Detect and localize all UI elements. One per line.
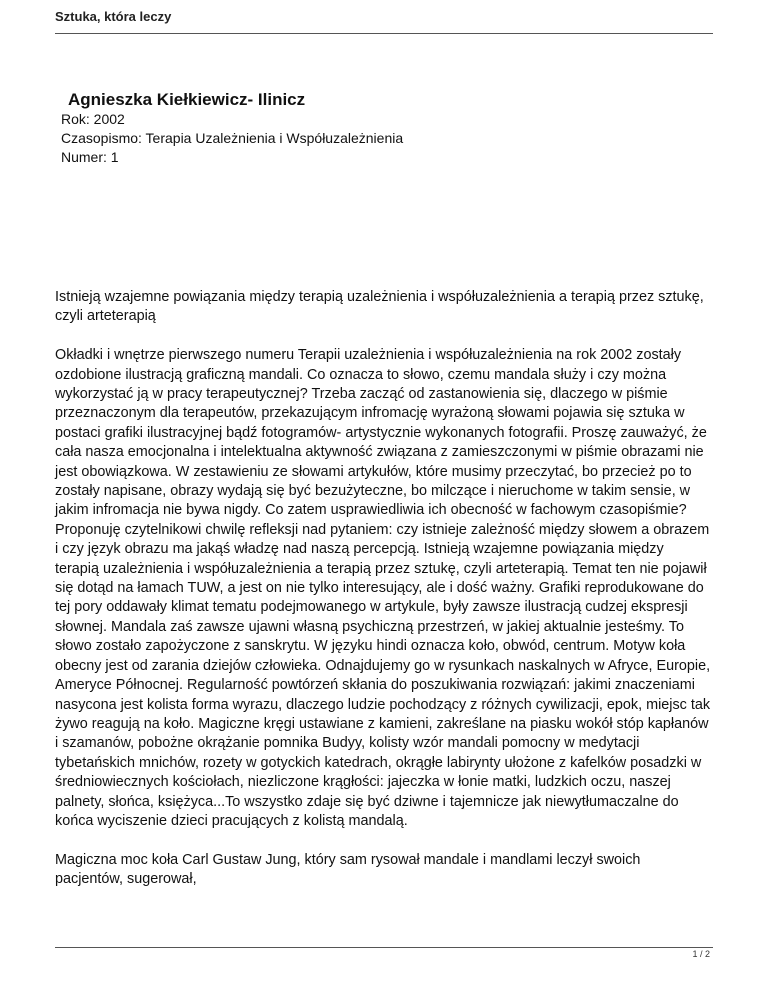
header-divider: [55, 33, 713, 34]
article-year: Rok: 2002: [61, 111, 125, 127]
article-issue: Numer: 1: [61, 149, 119, 165]
article-body: [55, 288, 711, 909]
paragraph-magic-circle: Magiczna moc koła Carl Gustaw Jung, który sam rysował mandale i mandlami leczył swoich pacjentów, sugerował,: [55, 851, 641, 888]
header-title: Sztuka, która leczy: [55, 9, 172, 24]
article-journal: Czasopismo: Terapia Uzależnienia i Współuzależnienia: [61, 130, 404, 146]
paragraph-intro: Istnieją wzajemne powiązania między terapią uzależnienia i współuzależnienia a terapią przez sztukę, czyli arteterapią: [55, 289, 704, 325]
paragraph-main: Okładki i wnętrze pierwszego numeru Terapii uzależnienia i współuzależnienia na rok 2002 zostały ozdobione ilustracją graficzną mandali. Co oznacza to słowo, czemu mandala służy i czy można wykorzystać ją w pracy terapeutycznej? Trzeba zacząć od zastanowienia się, dlaczego w piśmie przeznaczonym dla terapeutów, przekazującym infromację wyrażoną słowami pojawia się sztuka w postaci grafiki ilustracyjnej bądź fotogramów- artystycznie wykonanych fotografii. Proszę zauważyć, że cała nasza emocjonalna i intelektualna aktywność związana z zamieszczonymi w piśmie obrazami nie jest obowiązkowa. W zestawieniu ze słowami artykułów, które musimy przeczytać, bo przecież po to zostały napisane, obrazy wydają się być bezużyteczne, bo milczące i nieruchome w takim sensie, w jakim infromacja nie bywa nigdy. Co zatem usprawiedliwia ich obecność w fachowym czasopiśmie? Proponuję czytelnikowi chwilę refleksji nad pytaniem: czy istnieje zależność między słowem a obrazem i czy język obrazu ma jakąś władzę nad naszą percepcją. Istnieją wzajemne powiązania między terapią uzależnienia i współuzależnienia a terapią przez sztukę, czyli arteterapią. Temat ten nie pojawił się dotąd na łamach TUW, a jest on nie tylko interesujący, ale i dość ważny. Grafiki reprodukowane do tej pory oddawały klimat tematu podejmowanego w artykule, były zawsze ilustracją cudzej ekspresji słownej. Mandala zaś zawsze ujawni własną psychiczną przestrzeń, w jakiej aktualnie jesteśmy. To słowo zostało zapożyczone z sanskrytu. W języku hindi oznacza koło, obwód, centrum. Motyw koła obecny jest od zarania dziejów człowieka. Odnajdujemy go w rysunkach naskalnych w Afryce, Europie, Ameryce Północnej. Regularność powtórzeń skłania do poszukiwania rozwiązań: jakimi znaczeniami nasycona jest kolista forma wyrazu, dlaczego ludzie pochodzący z różnych cywilizacji, epok, miejsc tak żywo reagują na koło. Magiczne kręgi ustawiane z kamieni, zakreślane na piasku wokół stóp kapłanów i szamanów, pobożne okrążanie pomnika Budyy, kolisty wzór mandali pomocny w medytacji tybetańskich mnichów, rozety w gotyckich katedrach, okrągłe labirynty ułożone z kafelków posadzki w średniowiecznych kościołach, niezliczone krągłości: jajeczka w łonie matki, ludzkich oczu, naszej palnety, słońca, księżyca...To wszystko zdaje się być dziwne i tajemnicze jak niewytłumaczalne do końca wyciszenie dzieci pracujących z kolistą mandalą.: [55, 347, 711, 829]
article-author: Agnieszka Kiełkiewicz- Ilinicz: [68, 90, 306, 109]
page-number: 1 / 2: [692, 949, 710, 959]
footer-divider: [55, 947, 713, 948]
article-meta: [61, 110, 403, 167]
